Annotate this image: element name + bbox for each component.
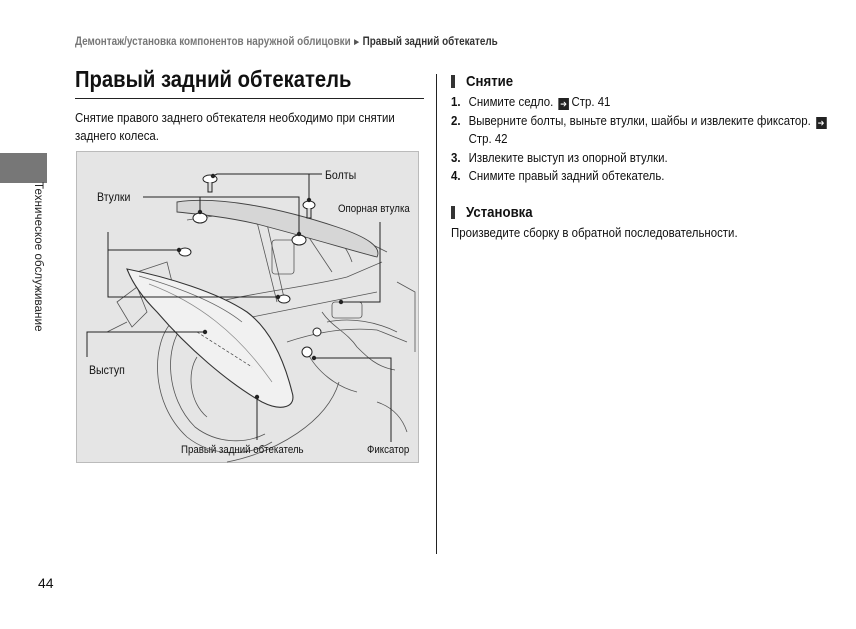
section-marker-icon — [451, 206, 455, 219]
section-marker-icon — [451, 75, 455, 88]
side-tab-label[interactable]: Техническое обслуживание — [32, 182, 44, 332]
removal-heading — [451, 73, 851, 93]
breadcrumb — [75, 36, 498, 48]
breadcrumb-path[interactable]: Демонтаж/установка компонентов наружной облицовки — [75, 36, 351, 48]
page-ref-icon: ➔ — [560, 99, 567, 109]
removal-steps — [451, 93, 847, 186]
step-number: 4. — [451, 168, 461, 183]
cowl-illustration — [76, 151, 419, 463]
install-text: Произведите сборку в обратной последовательности. — [451, 224, 738, 240]
title-underline — [75, 98, 424, 99]
page-ref-link[interactable]: Стр. 42 — [468, 131, 508, 146]
procedure-column — [451, 73, 851, 242]
label-bushings: Втулки — [97, 190, 131, 204]
label-support-bushing: Опорная втулка — [338, 203, 410, 215]
step-text: Выверните болты, выньте втулки, шайбы и извлеките фиксатор. — [468, 112, 811, 128]
intro-text: Снятие правого заднего обтекателя необходимо при снятии заднего колеса. — [75, 110, 395, 143]
install-heading — [451, 204, 851, 224]
step-text: Снимите седло. — [468, 94, 554, 109]
page-number: 44 — [38, 575, 54, 591]
step-number: 2. — [451, 112, 461, 128]
label-bolts: Болты — [325, 168, 357, 182]
column-divider — [436, 74, 437, 554]
page-ref-link[interactable]: Стр. 41 — [571, 94, 611, 109]
removal-title: Снятие — [466, 73, 514, 90]
step-text: Снимите правый задний обтекатель. — [468, 168, 665, 183]
label-protrusion: Выступ — [89, 363, 125, 377]
removal-step — [451, 167, 847, 186]
page-title: Правый задний обтекатель — [75, 66, 352, 92]
label-retainer: Фиксатор — [367, 444, 410, 456]
breadcrumb-arrow-icon: ► — [352, 37, 361, 48]
step-number: 1. — [451, 94, 461, 109]
label-right-rear-cowl: Правый задний обтекатель — [181, 444, 304, 456]
side-tab-marker[interactable] — [0, 153, 47, 183]
removal-step — [451, 149, 847, 168]
step-text: Извлеките выступ из опорной втулки. — [468, 149, 668, 165]
step-number: 3. — [451, 149, 461, 165]
page-ref-icon: ➔ — [817, 117, 825, 128]
removal-step — [451, 112, 847, 149]
install-title: Установка — [466, 203, 533, 221]
breadcrumb-current: Правый задний обтекатель — [362, 36, 498, 48]
removal-step — [451, 93, 847, 112]
